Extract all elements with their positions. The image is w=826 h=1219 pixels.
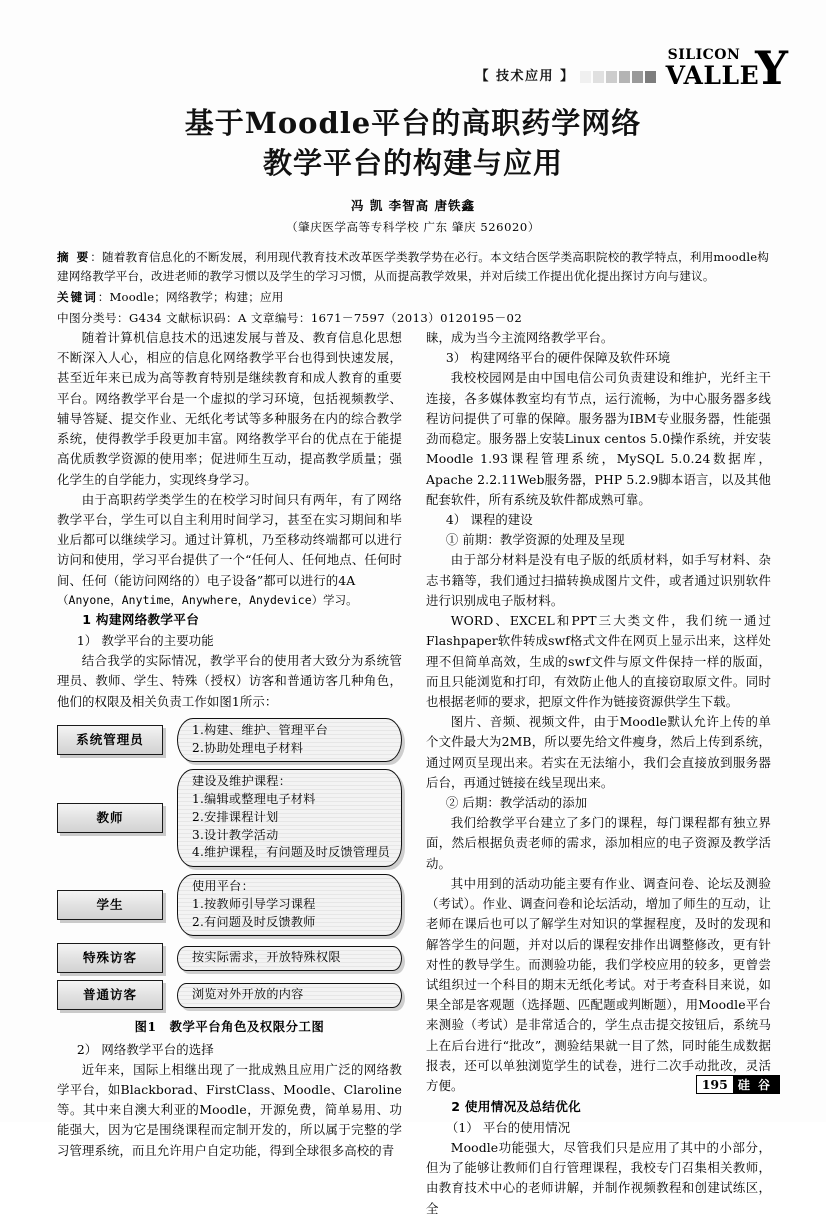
journal-name: 硅 谷 — [733, 1076, 779, 1093]
role-box-admin: 系统管理员 — [57, 725, 163, 755]
gradient-bar — [619, 71, 630, 83]
permission-bubble-special-guest — [177, 946, 402, 971]
abstract-block — [57, 248, 769, 328]
figure-1-caption: 图1 教学平台角色及权限分工图 — [134, 1019, 325, 1035]
header-category-label: 【 技术应用 】 — [475, 69, 575, 84]
abstract-text: ：随着教育信息化的不断发展，利用现代教育技术改革医学类教学势在必行。本文结合医学类高职院校的教学特点，利用moodle构建网络教学平台，改进老师的教学习惯以及学生的学习习惯，从而提高教学效果，并对后续工作提出优化提出探讨方向与建议。 — [57, 250, 769, 283]
role-box-normal-guest: 普通访客 — [57, 980, 163, 1010]
abstract-label: 摘 要 — [57, 250, 91, 264]
figure-row — [57, 874, 402, 936]
logo-valle-text: VALLE — [665, 61, 760, 90]
subsection-heading: 3） 构建网络平台的硬件保障及软件环境 — [445, 350, 671, 366]
right-column — [426, 328, 771, 1216]
classification-line: 中图分类号：G434 文献标识码：A 文章编号：1671－7597（2013）0120195－02 — [57, 311, 523, 326]
gradient-bar — [632, 71, 643, 83]
subsection-heading: （1） 平台的使用情况 — [445, 1119, 571, 1135]
article-title — [50, 103, 776, 183]
section-heading-2: 2 使用情况及总结优化 — [451, 1099, 581, 1115]
paragraph: 由于部分材料是没有电子版的纸质材料，如手写材料、杂志书籍等，我们通过扫描转换成图片文件，或者通过识别软件进行识别成电子版材料。 — [426, 552, 771, 608]
author-list: 冯 凯 李智高 唐铁鑫 — [350, 198, 476, 213]
paragraph: 其中用到的活动功能主要有作业、调查问卷、论坛及测验（考试）。作业、调查问卷和论坛活动，增加了师生的互动，让老师在课后也可以了解学生对知识的掌握程度，及时的发现和解答学生的问题，并对以后的课程安排作出调整修改，更有针对性的教导学生。而测验功能，我们学校应用的较多，更曾尝试组织过一个科目的期末无纸化考试。对于考查科目来说，如果全部是客观题（选择题、匹配题或判断题），用Moodle平台来测验（考试）是非常适合的，学生点击提交按钮后，系统马上在后台进行“批改”，测验结果就一目了然，同时能生成数据报表，还可以单独浏览学生的试卷，进行二次手动批改，灵活方便。 — [426, 875, 771, 1094]
bubble-line: 1.按教师引导学习课程 — [192, 896, 316, 911]
paragraph: 结合我学的实际情况，教学平台的使用者大致分为系统管理员、教师、学生、特殊（授权）访客和普通访客几种角色，他们的权限及相关负责工作如图1所示： — [57, 653, 402, 709]
title-line-1: 基于Moodle平台的高职药学网络 — [184, 106, 642, 140]
title-line-2: 教学平台的构建与应用 — [262, 146, 563, 181]
paragraph: 图片、音频、视频文件，由于Moodle默认允许上传的单个文件最大为2MB，所以要先给文件瘦身，然后上传到系统，通过网页呈现出来。若实在无法缩小，我们会直接放到服务器后台，再通过链接在线呈现出来。 — [426, 714, 771, 790]
permission-bubble-admin — [177, 718, 402, 763]
body-columns — [57, 328, 771, 1216]
subsection-heading: 2） 网络教学平台的选择 — [76, 1041, 214, 1057]
logo-silicon-text: SILICON — [667, 47, 741, 63]
logo-text-stack — [666, 48, 760, 88]
permission-bubble-teacher — [177, 769, 402, 867]
paragraph: 随着计算机信息技术的迅速发展与普及、教育信息化思想不断深入人心，相应的信息化网络教学平台也得到快速发展，甚至近年来已成为高等教育特别是继续教育和成人教育的重要平台。网络教学平台是一个虚拟的学习环境，包括视频教学、辅导答疑、提交作业、无纸化考试等多种服务在内的综合教学系统，使得教学手段更加丰富。网络教学平台的优点在于能提高优质教学资源的使用率；促进师生互动，提高教学质量；强化学生的自学能力，实现终身学习。 — [57, 330, 402, 487]
permission-bubble-normal-guest — [177, 983, 402, 1008]
figure-row — [57, 943, 402, 973]
keywords-paragraph — [57, 288, 769, 307]
bubble-line: 建设及维护课程： — [192, 774, 292, 789]
keywords-text: ：Moodle；网络教学；构建；应用 — [97, 289, 284, 304]
left-column — [57, 328, 402, 1158]
subsection-heading: ② 后期：教学活动的添加 — [445, 795, 588, 811]
bubble-line: 1.构建、维护、管理平台 — [192, 722, 329, 737]
bubble-line: 2.有问题及时反馈教师 — [192, 914, 316, 929]
page-number: 195 — [697, 1076, 733, 1093]
bubble-line: 3.设计教学活动 — [192, 827, 279, 842]
subsection-heading: ① 前期：教学资源的处理及呈现 — [445, 532, 625, 548]
abstract-paragraph — [57, 248, 769, 286]
author-affiliation: （肇庆医学高等专科学校 广东 肇庆 526020） — [286, 220, 540, 234]
figure-row — [57, 718, 402, 763]
page-footer — [696, 1075, 780, 1094]
logo-y-letter: Y — [755, 41, 788, 96]
paragraph: 由于高职药学类学生的在校学习时间只有两年，有了网络教学平台，学生可以自主利用时间学习，甚至在实习期间和毕业后都可以继续学习。通过计算机，乃至移动终端都可以进行访问和使用，学习平台提供了一个“任何人、任何地点、任何时间、任何（能访问网络的）电子设备”都可以进行的4A — [57, 491, 402, 588]
keywords-label: 关键词 — [57, 289, 98, 304]
subsection-heading: 1） 教学平台的主要功能 — [76, 632, 214, 648]
gradient-bar — [593, 71, 604, 83]
paragraph: Moodle功能强大，尽管我们只是应用了其中的小部分，但为了能够让教师们自行管理课程，我校专门召集相关教师，由教育技术中心的老师讲解，并制作视频教程和创建试练区，全 — [426, 1140, 771, 1216]
role-box-student: 学生 — [57, 890, 163, 920]
subsection-heading: 4） 课程的建设 — [445, 511, 533, 527]
bubble-line: 浏览对外开放的内容 — [192, 987, 304, 1002]
silicon-valley-logo — [665, 41, 788, 96]
gradient-bar — [645, 71, 656, 83]
bubble-line: 2.安排课程计划 — [192, 809, 279, 824]
figure-row — [57, 980, 402, 1010]
paragraph: 近年来，国际上相继出现了一批成熟且应用广泛的网络教学平台，如Blackborad、FirstClass、Moodle、Claroline等。其中来自澳大利亚的Moodle，开源免费，简单易用、功能强大，因为它是围绕课程而定制开发的，所以属于完整的学习管理系统，而且允许用户自定功能，得到全球很多高校的青 — [57, 1061, 402, 1158]
role-box-special-guest: 特殊访客 — [57, 943, 163, 973]
paragraph: WORD、EXCEL和PPT三大类文件，我们统一通过Flashpaper软件转成swf格式文件在网页上显示出来，这样处理不但简单高效，生成的swf文件与原文件保持一样的版面，而且只能浏览和打印，有效防止他人的直接窃取原文件。同时也根据老师的要求，把原文件作为链接资源供学生下载。 — [426, 613, 771, 709]
bubble-line: 1.编辑或整理电子材料 — [192, 792, 316, 807]
paragraph: 我们给教学平台建立了多门的课程，每门课程都有独立界面，然后根据负责老师的需求，添加相应的电子资源及教学活动。 — [426, 815, 771, 871]
bubble-line: 4.维护课程，有问题及时反馈管理员 — [192, 845, 391, 860]
bubble-line: 按实际需求，开放特殊权限 — [192, 950, 341, 965]
bubble-line: 使用平台： — [192, 879, 254, 894]
paragraph: 我校校园网是由中国电信公司负责建设和维护，光纤主干连接，各多媒体教室均有节点，运行流畅，为中心服务器多线程访问提供了可靠的保障。服务器为IBM专业服务器，性能强劲而稳定。服务器上安装Linux centos 5.0操作系统，并安装Moodle 1.93课程管理系统，MySQL 5.0.24数据库，Apache 2.2.11Web服务器，PHP 5.2.9脚本语言，以及其他配套软件，所有系统及软件都成熟可靠。 — [426, 370, 771, 507]
bubble-line: 2.协助处理电子材料 — [192, 740, 304, 755]
paragraph: 睐，成为当今主流网络教学平台。 — [426, 330, 614, 345]
page-header — [475, 34, 788, 96]
paragraph-4a-list: （Anyone，Anytime，Anywhere，Anydevice）学习。 — [57, 592, 358, 607]
header-gradient-bars — [580, 71, 656, 90]
figure-1 — [57, 718, 402, 1038]
figure-row — [57, 769, 402, 867]
permission-bubble-student — [177, 874, 402, 936]
gradient-bar — [580, 71, 591, 83]
section-heading-1: 1 构建网络教学平台 — [82, 612, 200, 628]
gradient-bar — [606, 71, 617, 83]
role-box-teacher: 教师 — [57, 803, 163, 833]
